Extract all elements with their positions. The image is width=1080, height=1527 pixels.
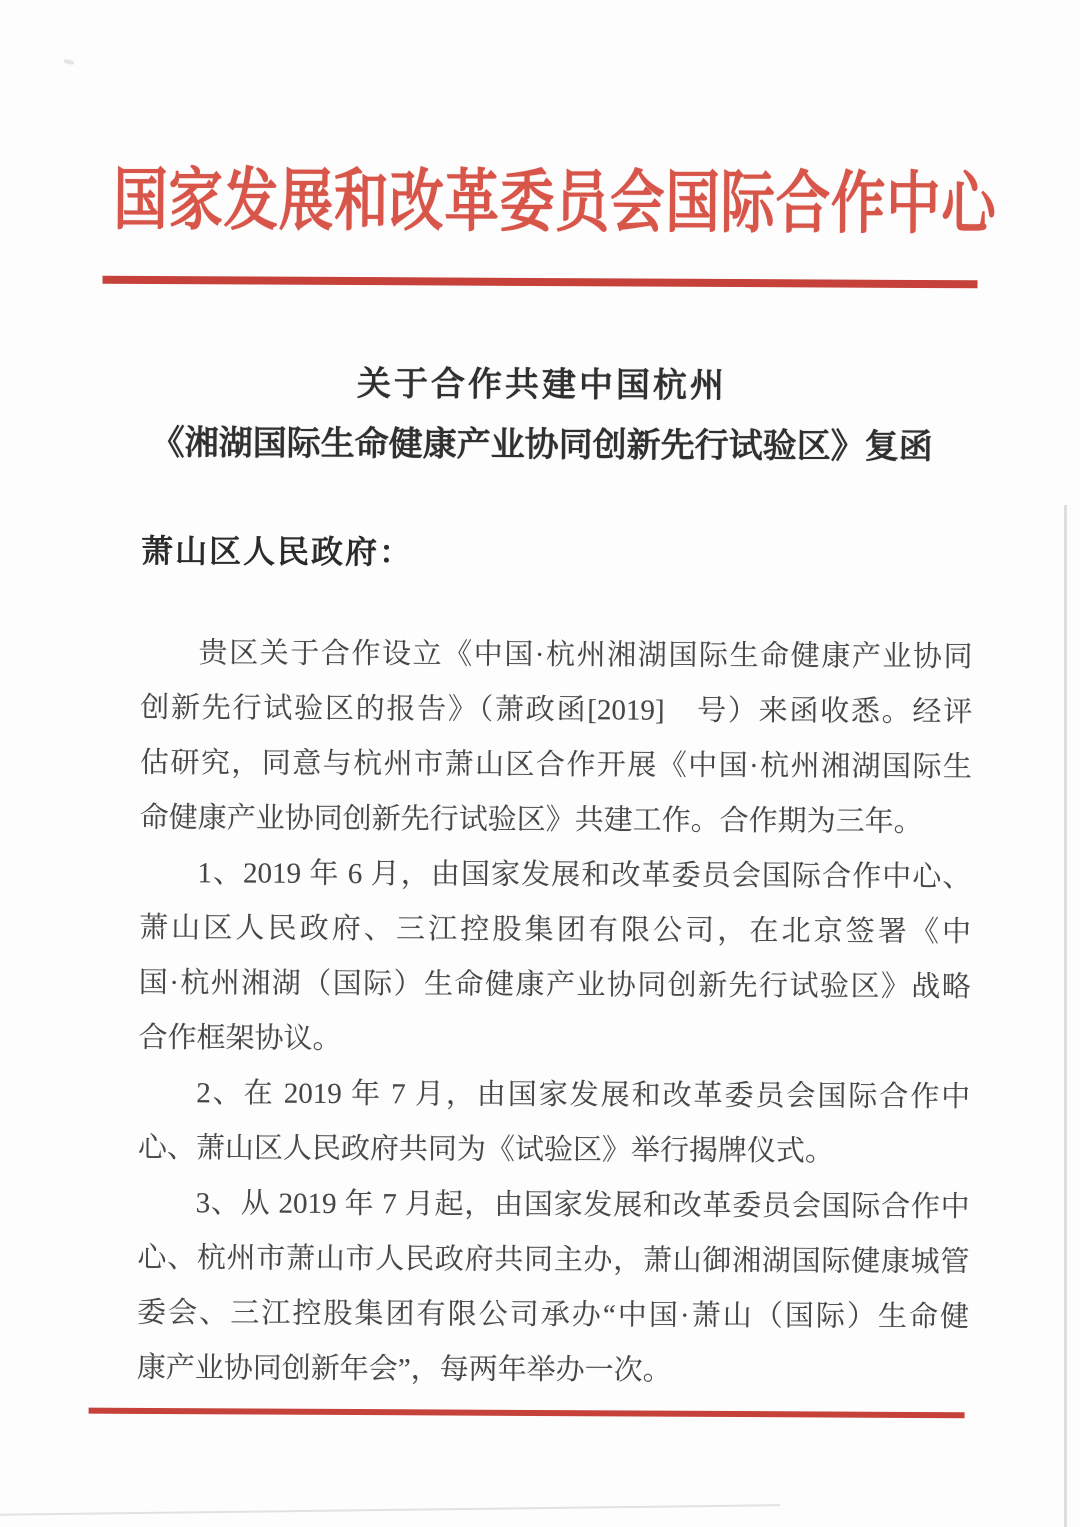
letterhead-org-name: 国家发展和改革委员会国际合作中心 — [113, 161, 997, 243]
addressee: 萧山区人民政府： — [140, 532, 414, 571]
letterhead-divider-rule — [102, 276, 977, 289]
body-line: 估研究，同意与杭州市萧山区合作开展《中国·杭州湘湖国际生 — [139, 746, 973, 784]
letterhead — [3, 149, 1080, 274]
body-line: 2、在 2019 年 7 月，由国家发展和改革委员会国际合作中 — [196, 1077, 971, 1114]
body-line: 心、萧山区人民政府共同为《试验区》举行揭牌仪式。 — [137, 1131, 835, 1168]
footer-rule — [89, 1408, 965, 1419]
body-line: 贵区关于合作设立《中国·杭州湘湖国际生命健康产业协同 — [198, 637, 973, 674]
body-line: 心、杭州市萧山市人民政府共同主办，萧山御湘湖国际健康城管 — [137, 1241, 970, 1279]
body-line: 3、从 2019 年 7 月起，由国家发展和改革委员会国际合作中 — [195, 1187, 970, 1224]
body-line: 国·杭州湘湖（国际）生命健康产业协同创新先行试验区》战略 — [138, 966, 971, 1004]
body-line: 命健康产业协同创新先行试验区》共建工作。合作期为三年。 — [139, 801, 923, 839]
body-line: 委会、三江控股集团有限公司承办“中国·萧山（国际）生命健 — [137, 1296, 970, 1334]
body-line: 1、2019 年 6 月，由国家发展和改革委员会国际合作中心、 — [197, 857, 972, 894]
document-title — [1, 353, 1080, 479]
body-line: 创新先行试验区的报告》（萧政函[2019] 号）来函收悉。经评 — [140, 691, 973, 729]
body-line: 萧山区人民政府、三江控股集团有限公司，在北京签署《中 — [139, 911, 972, 949]
body-line: 合作框架协议。 — [138, 1021, 342, 1055]
scan-page-edge-shadow-right — [1064, 505, 1067, 1527]
letter-body — [137, 626, 973, 1400]
document-title-line1: 关于合作共建中国杭州 — [356, 366, 728, 405]
document-title-line2: 《湘湖国际生命健康产业协同创新先行试验区》复函 — [150, 424, 933, 467]
body-line: 康产业协同创新年会”，每两年举办一次。 — [136, 1351, 672, 1387]
